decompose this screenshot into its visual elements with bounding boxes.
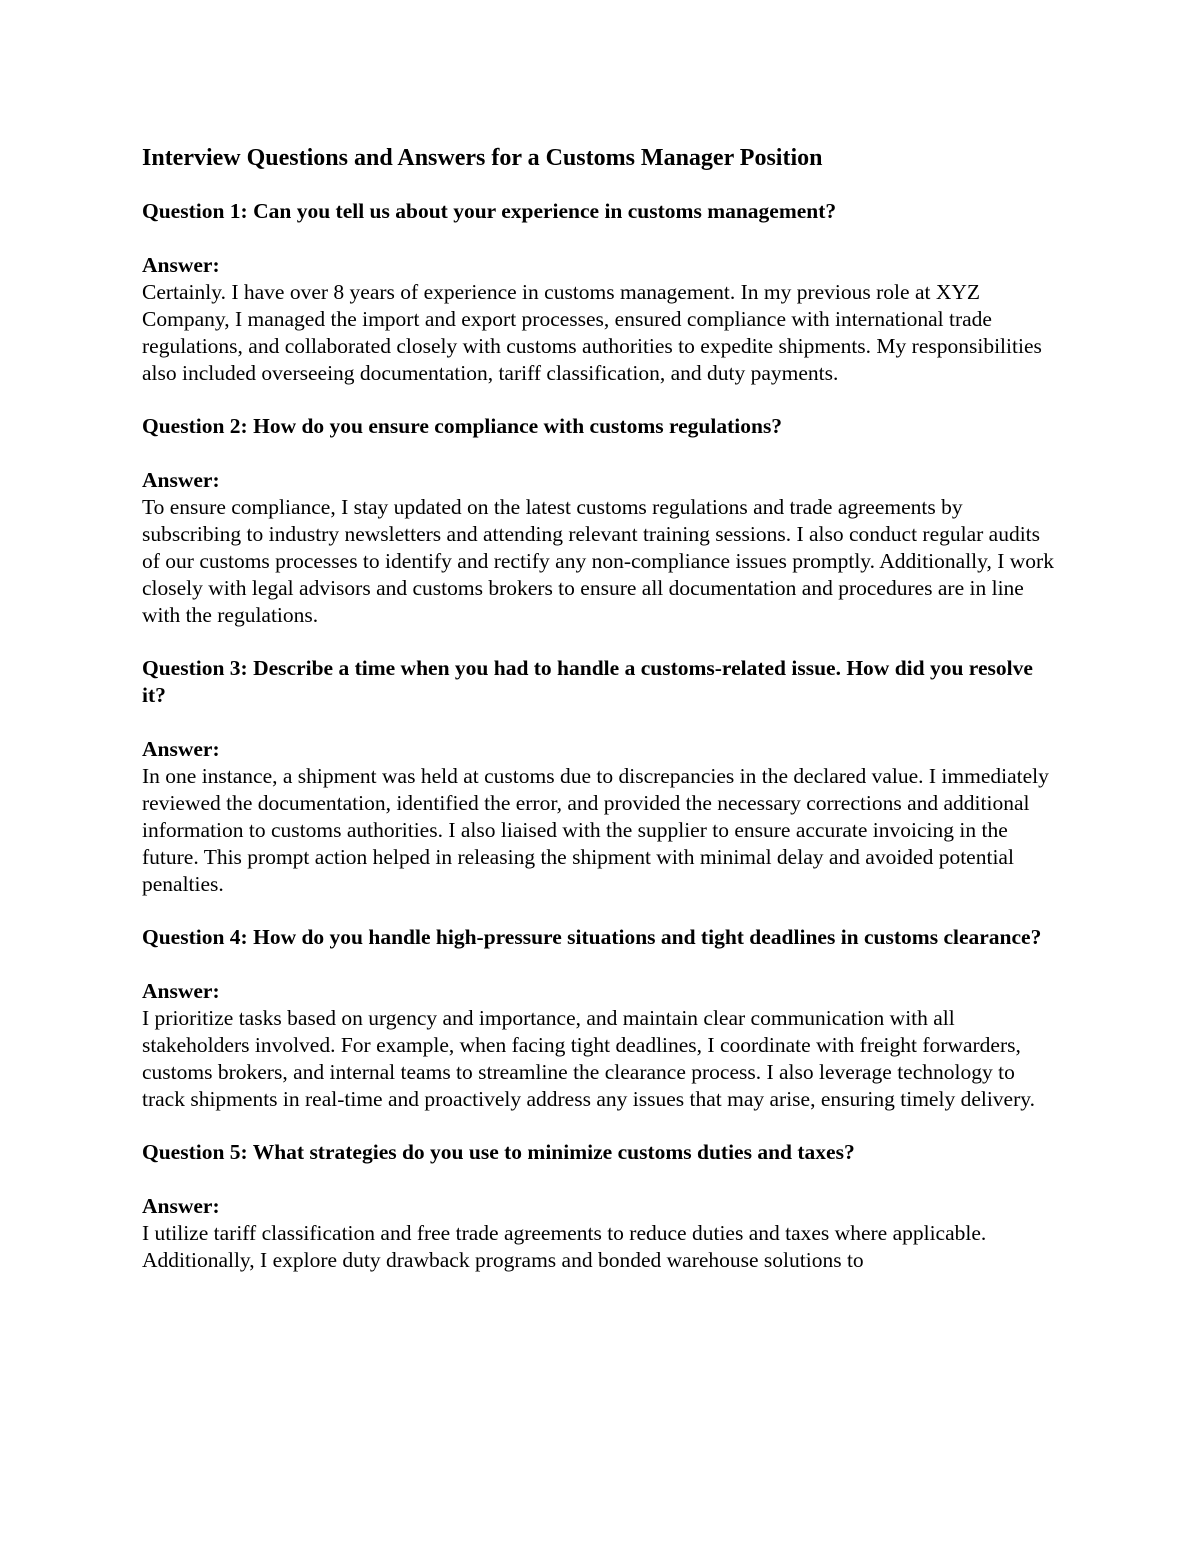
qa-item-5 (142, 1139, 1062, 1274)
answer-label-2: Answer: (142, 468, 220, 492)
qa-item-2 (142, 413, 1062, 629)
question-5: Question 5: What strategies do you use to minimize customs duties and taxes? (142, 1140, 855, 1164)
qa-item-1 (142, 198, 1062, 387)
answer-label-1: Answer: (142, 253, 220, 277)
answer-1: Certainly. I have over 8 years of experience in customs management. In my previous role at XYZ Company, I managed the import and export processes, ensured compliance with international trade regulations, and collaborated closely with customs authorities to expedite shipments. My responsibilities also included overseeing documentation, tariff classification, and duty payments. (142, 280, 1042, 385)
answer-label-3: Answer: (142, 737, 220, 761)
document-title: Interview Questions and Answers for a Customs Manager Position (142, 145, 823, 171)
answer-label-4: Answer: (142, 979, 220, 1003)
answer-3: In one instance, a shipment was held at customs due to discrepancies in the declared value. I immediately reviewed the documentation, identified the error, and provided the necessary corrections and additional information to customs authorities. I also liaised with the supplier to ensure accurate invoicing in the future. This prompt action helped in releasing the shipment with minimal delay and avoided potential penalties. (142, 764, 1049, 896)
answer-4: I prioritize tasks based on urgency and importance, and maintain clear communication with all stakeholders involved. For example, when facing tight deadlines, I coordinate with freight forwarders, customs brokers, and internal teams to streamline the clearance process. I also leverage technology to track shipments in real-time and proactively address any issues that may arise, ensuring timely delivery. (142, 1006, 1035, 1111)
answer-label-5: Answer: (142, 1194, 220, 1218)
question-2: Question 2: How do you ensure compliance with customs regulations? (142, 414, 783, 438)
question-3: Question 3: Describe a time when you had to handle a customs-related issue. How did you resolve it? (142, 656, 1033, 707)
qa-item-3 (142, 655, 1062, 898)
answer-2: To ensure compliance, I stay updated on the latest customs regulations and trade agreements by subscribing to industry newsletters and attending relevant training sessions. I also conduct regular audits of our customs processes to identify and rectify any non-compliance issues promptly. Additionally, I work closely with legal advisors and customs brokers to ensure all documentation and procedures are in line with the regulations. (142, 495, 1054, 627)
answer-5: I utilize tariff classification and free trade agreements to reduce duties and taxes where applicable. Additionally, I explore duty drawback programs and bonded warehouse solutions to (142, 1221, 987, 1272)
document-content (142, 142, 1062, 1300)
question-1: Question 1: Can you tell us about your experience in customs management? (142, 199, 837, 223)
question-4: Question 4: How do you handle high-pressure situations and tight deadlines in customs clearance? (142, 925, 1042, 949)
qa-item-4 (142, 924, 1062, 1113)
